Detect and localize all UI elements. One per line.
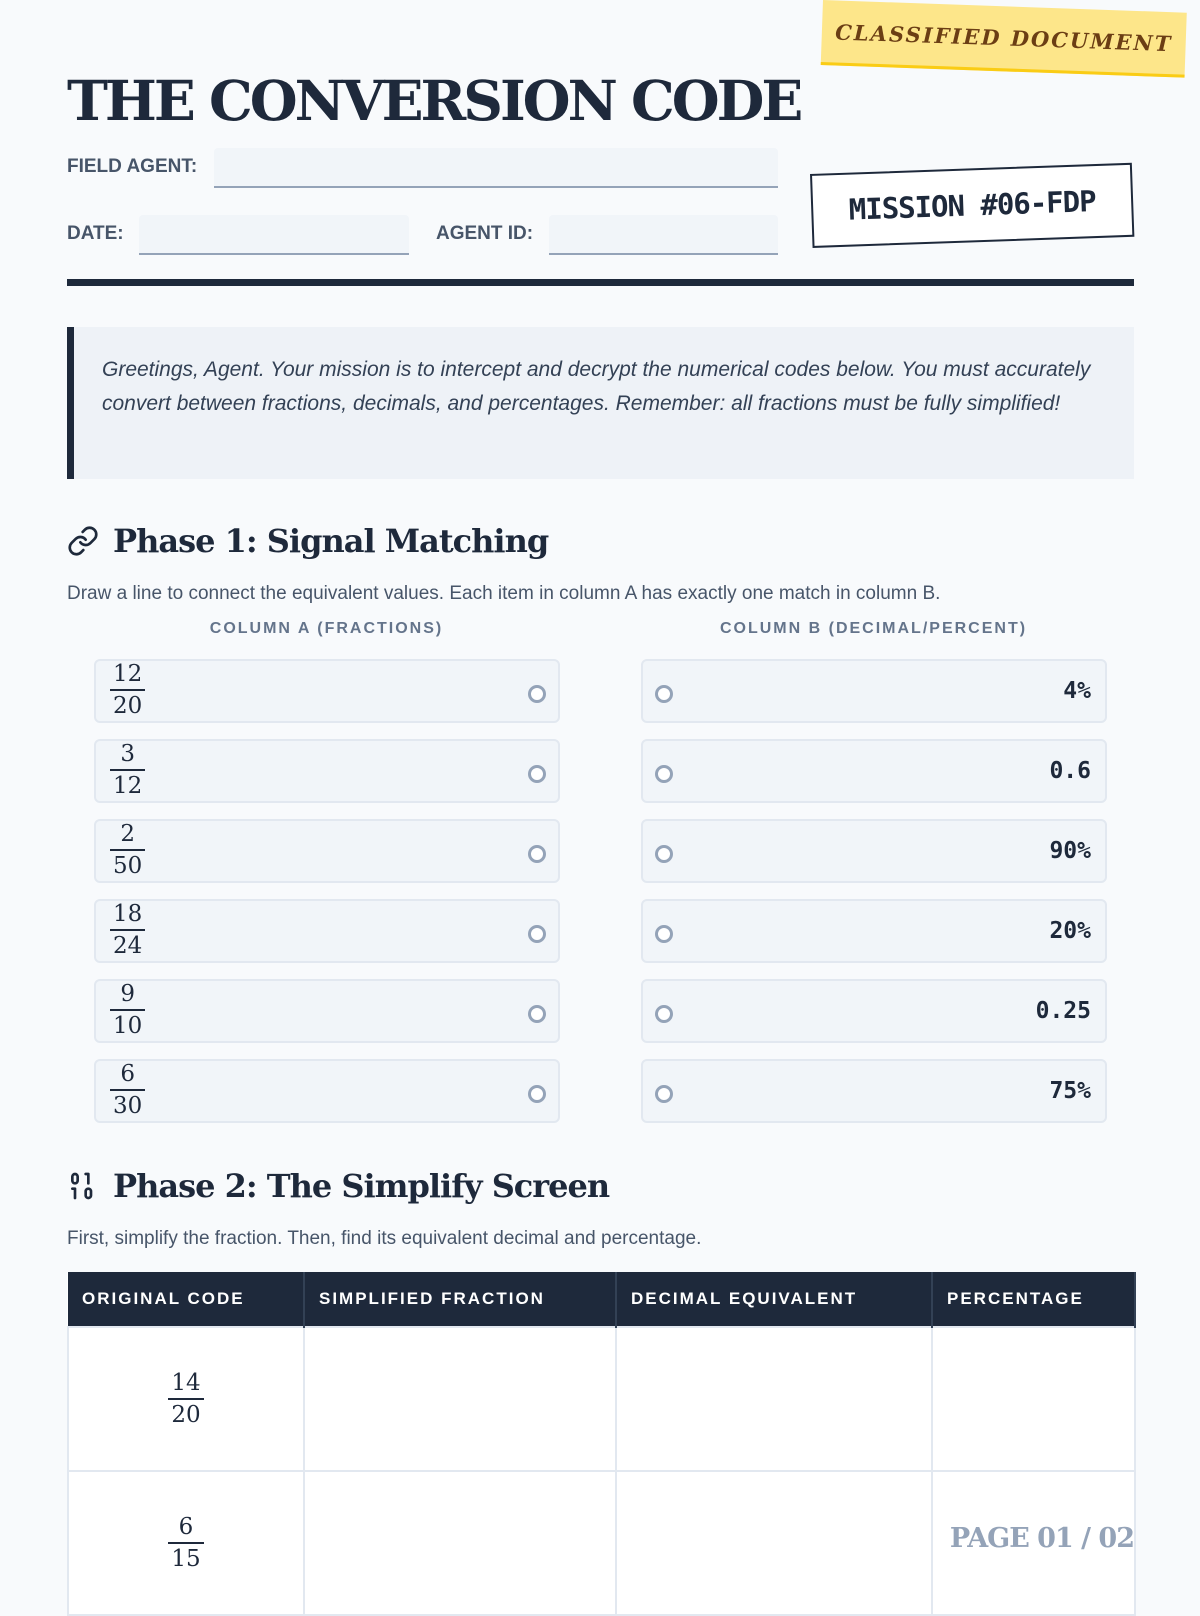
connector-dot[interactable] (655, 685, 673, 703)
percentage-cell[interactable] (932, 1327, 1135, 1471)
column-b-value: 4% (1063, 678, 1091, 704)
column-b-value: 90% (1049, 838, 1091, 864)
numerator: 14 (171, 1370, 201, 1396)
numerator: 9 (120, 981, 135, 1007)
phase2-description: First, simplify the fraction. Then, find its equivalent decimal and percentage. (67, 1228, 702, 1249)
original-code-cell (68, 1471, 304, 1615)
connector-dot[interactable] (528, 685, 546, 703)
fraction (110, 819, 145, 881)
column-b-value: 20% (1049, 918, 1091, 944)
column-b-item[interactable] (641, 1059, 1107, 1123)
numerator: 6 (120, 1061, 135, 1087)
numerator: 3 (120, 741, 135, 767)
date-input[interactable] (139, 215, 409, 255)
column-b-item[interactable] (641, 899, 1107, 963)
binary-icon (67, 1170, 99, 1202)
numerator: 6 (178, 1514, 194, 1540)
field-agent-label: FIELD AGENT: (67, 156, 198, 177)
phase1-title (67, 522, 548, 560)
connector-dot[interactable] (655, 1005, 673, 1023)
column-b-value: 0.25 (1035, 998, 1091, 1024)
numerator: 2 (120, 821, 135, 847)
date-label: DATE: (67, 223, 124, 244)
connector-dot[interactable] (655, 1085, 673, 1103)
mission-briefing: Greetings, Agent. Your mission is to intercept and decrypt the numerical codes below. You must accurately convert between fractions, decimals, and percentages. Remember: all fractions must be fully simplified! (67, 327, 1134, 479)
denominator: 20 (110, 689, 145, 721)
column-b-item[interactable] (641, 819, 1107, 883)
column-header: SIMPLIFIED FRACTION (304, 1272, 616, 1327)
column-b-item[interactable] (641, 659, 1107, 723)
fraction (168, 1368, 203, 1430)
table-header-row (68, 1272, 1135, 1327)
simplified-fraction-cell[interactable] (304, 1471, 616, 1615)
denominator: 20 (168, 1398, 203, 1430)
column-b-value: 0.6 (1049, 758, 1091, 784)
fraction (110, 899, 145, 961)
fraction (110, 739, 145, 801)
numerator: 18 (113, 901, 143, 927)
decimal-equivalent-cell[interactable] (616, 1327, 932, 1471)
column-header: PERCENTAGE (932, 1272, 1135, 1327)
column-a-item[interactable] (94, 819, 560, 883)
field-agent-input[interactable] (214, 148, 778, 188)
page-number: PAGE 01 / 02 (949, 1523, 1134, 1554)
link-icon (67, 525, 99, 557)
column-b-value: 75% (1049, 1078, 1091, 1104)
fraction (168, 1512, 203, 1574)
connector-dot[interactable] (528, 1085, 546, 1103)
simplify-table (67, 1272, 1136, 1616)
connector-dot[interactable] (655, 925, 673, 943)
mission-stamp: MISSION #06-FDP (810, 163, 1134, 248)
table-row (68, 1327, 1135, 1471)
agent-id-label: AGENT ID: (436, 223, 534, 244)
original-code-cell (68, 1327, 304, 1471)
fraction (110, 1059, 145, 1121)
denominator: 12 (110, 769, 145, 801)
denominator: 24 (110, 929, 145, 961)
page-title: THE CONVERSION CODE (67, 68, 801, 133)
column-a-item[interactable] (94, 979, 560, 1043)
numerator: 12 (113, 661, 143, 687)
column-b-item[interactable] (641, 979, 1107, 1043)
agent-id-input[interactable] (549, 215, 778, 255)
decimal-equivalent-cell[interactable] (616, 1471, 932, 1615)
fraction (110, 979, 145, 1041)
classified-badge: CLASSIFIED DOCUMENT (821, 0, 1187, 78)
simplified-fraction-cell[interactable] (304, 1327, 616, 1471)
column-header: ORIGINAL CODE (68, 1272, 304, 1327)
connector-dot[interactable] (528, 765, 546, 783)
column-a-item[interactable] (94, 659, 560, 723)
denominator: 15 (168, 1542, 203, 1574)
column-a-header: COLUMN A (FRACTIONS) (209, 620, 444, 637)
column-header: DECIMAL EQUIVALENT (616, 1272, 932, 1327)
phase2-title (67, 1167, 609, 1205)
fraction (110, 659, 145, 721)
column-a-item[interactable] (94, 1059, 560, 1123)
connector-dot[interactable] (528, 845, 546, 863)
column-b-item[interactable] (641, 739, 1107, 803)
header-divider (67, 279, 1134, 286)
denominator: 50 (110, 849, 145, 881)
connector-dot[interactable] (655, 765, 673, 783)
denominator: 10 (110, 1009, 145, 1041)
connector-dot[interactable] (528, 925, 546, 943)
connector-dot[interactable] (655, 845, 673, 863)
phase1-title-text: Phase 1: Signal Matching (113, 522, 549, 560)
connector-dot[interactable] (528, 1005, 546, 1023)
phase1-description: Draw a line to connect the equivalent values. Each item in column A has exactly one match in column B. (67, 583, 941, 604)
column-a-item[interactable] (94, 739, 560, 803)
column-a-item[interactable] (94, 899, 560, 963)
denominator: 30 (110, 1089, 145, 1121)
column-b-header: COLUMN B (DECIMAL/PERCENT) (719, 620, 1028, 637)
phase2-title-text: Phase 2: The Simplify Screen (113, 1167, 610, 1205)
